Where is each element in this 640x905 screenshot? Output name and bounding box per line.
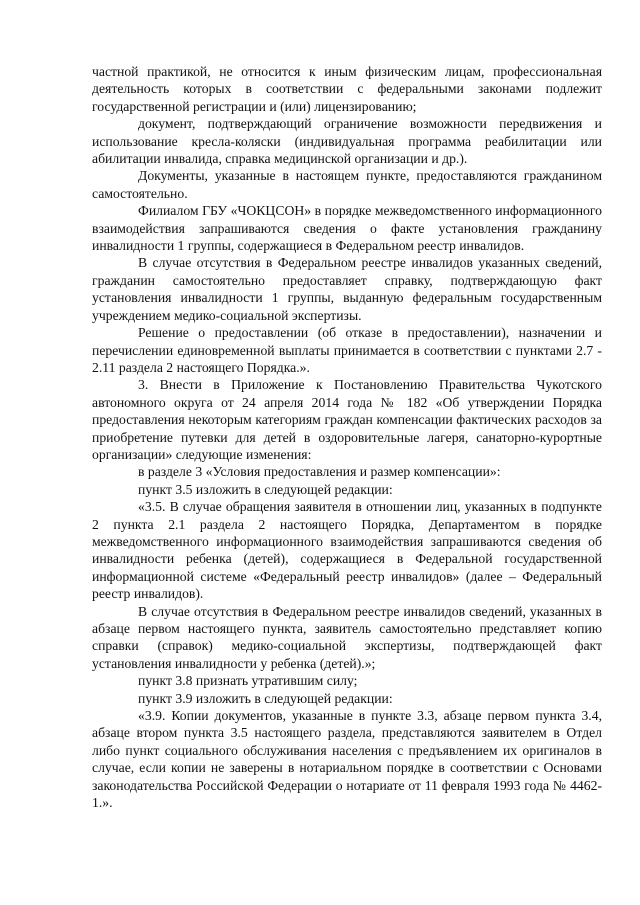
paragraph-item-3-amendments: 3. Внести в Приложение к Постановлению Правительства Чукотского автономного округа от 24 апреля 2014 года № 182 «Об утверждении Порядка предоставления некоторым категориям граждан компенсации фактических расходов за приобретение путевки для детей в оздоровительные лагеря, санаторно-курортные организации» следующие изменения: <box>92 377 602 462</box>
paragraph-clause-3-5-second: В случае отсутствия в Федеральном реестре инвалидов сведений, указанных в абзаце первом настоящего пункта, заявитель самостоятельно представляет копию справки (справок) медико-социальной экспертизы, подтверждающей факт установления инвалидности у ребенка (детей).»; <box>92 603 602 671</box>
document-body <box>92 63 602 811</box>
paragraph-continuation: частной практикой, не относится к иным физическим лицам, профессиональная деятельность которых в соответствии с федеральными законами подлежит государственной регистрации и (или) лицензированию; <box>92 64 602 114</box>
paragraph-clause-3-5-text: «3.5. В случае обращения заявителя в отношении лиц, указанных в подпункте 2 пункта 2.1 раздела 2 настоящего Порядка, Департаментом в порядке межведомственного информационного взаимодействия запрашиваются сведения об инвалидности ребенка (детей), содержащиеся в Федеральной государственной информационной системе «Федеральный реестр инвалидов» (далее – Федеральный реестр инвалидов). <box>92 499 602 602</box>
paragraph-clause-3-5-intro: пункт 3.5 изложить в следующей редакции: <box>138 481 393 497</box>
paragraph-documents-self-submitted: Документы, указанные в настоящем пункте, предоставляются гражданином самостоятельно. <box>92 168 602 201</box>
paragraph-interagency-request: Филиалом ГБУ «ЧОКЦСОН» в порядке межведомственного информационного взаимодействия запрашиваются сведения о факте установления гражданину инвалидности 1 группы, содержащиеся в Федеральном реестр инвалидов. <box>92 203 602 254</box>
paragraph-wheelchair-document: документ, подтверждающий ограничение возможности передвижения и использование кресла-коляски (индивидуальная программа реабилитации или абилитации инвалида, справка медицинской организации и др.). <box>92 116 602 167</box>
paragraph-clause-3-8: пункт 3.8 признать утратившим силу; <box>138 673 358 689</box>
paragraph-clause-3-9-intro: пункт 3.9 изложить в следующей редакции: <box>138 690 393 706</box>
paragraph-clause-3-9-text: «3.9. Копии документов, указанные в пункте 3.3, абзаце первом пункта 3.4, абзаце втором пункта 3.5 настоящего раздела, представляются заявителем в Отдел либо пункт социального обслуживания населения с предъявлением их оригиналов в случае, если копии не заверены в нотариальном порядке в соответствии с Основами законодательства Российской Федерации о нотариате от 11 февраля 1993 года № 4462-1.». <box>92 708 602 811</box>
paragraph-missing-registry-info: В случае отсутствия в Федеральном реестре инвалидов указанных сведений, гражданин самостоятельно предоставляет справку, подтверждающую факт установления инвалидности 1 группы, выданную федеральным государственным учреждением медико-социальной экспертизы. <box>92 255 602 323</box>
paragraph-section-3-heading: в разделе 3 «Условия предоставления и размер компенсации»: <box>138 464 501 480</box>
paragraph-payment-decision: Решение о предоставлении (об отказе в предоставлении), назначении и перечислении единовременной выплаты принимается в соответствии с пунктами 2.7 - 2.11 раздела 2 настоящего Порядка.». <box>92 325 602 375</box>
